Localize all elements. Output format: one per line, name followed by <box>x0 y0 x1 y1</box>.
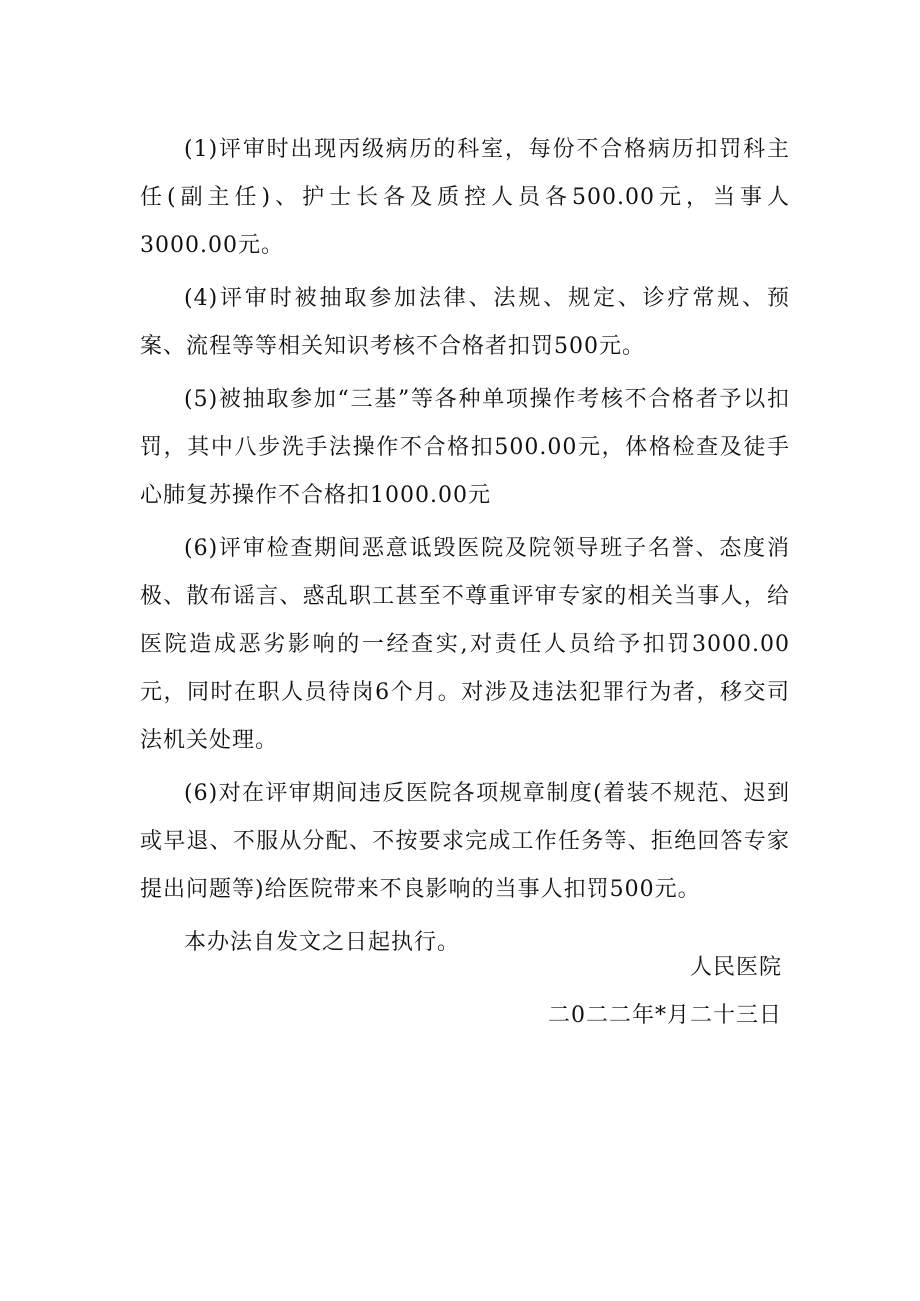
issue-date: 二0二二年*月二十三日 <box>548 1003 782 1028</box>
effective-statement: 本办法自发文之日起执行。 <box>184 930 461 955</box>
paragraph-item-4: (4)评审时被抽取参加法律、法规、规定、诊疗常规、预案、流程等等相关知识考核不合格者扣罚500元。 <box>140 286 790 359</box>
issuer-name: 人民医院 <box>689 955 782 980</box>
paragraph-item-1: (1)评审时出现丙级病历的科室，每份不合格病历扣罚科主任(副主任)、护士长各及质控人员各500.00元，当事人3000.00元。 <box>140 137 790 258</box>
paragraph-item-6b: (6)对在评审期间违反医院各项规章制度(着装不规范、迟到或早退、不服从分配、不按要求完成工作任务等、拒绝回答专家提出问题等)给医院带来不良影响的当事人扣罚500元。 <box>140 781 790 902</box>
signature-block <box>548 944 782 1040</box>
document-body <box>140 126 790 972</box>
paragraph-item-6a: (6)评审检查期间恶意诋毁医院及院领导班子名誉、态度消极、散布谣言、惑乱职工甚至不尊重评审专家的相关当事人，给医院造成恶劣影响的一经查实,对责任人员给予扣罚3000.00元，同时在职人员待岗6个月。对涉及违法犯罪行为者，移交司法机关处理。 <box>140 536 790 753</box>
paragraph-item-5: (5)被抽取参加“三基”等各种单项操作考核不合格者予以扣罚，其中八步洗手法操作不合格扣500.00元，体格检查及徒手心肺复苏操作不合格扣1000.00元 <box>140 387 790 508</box>
